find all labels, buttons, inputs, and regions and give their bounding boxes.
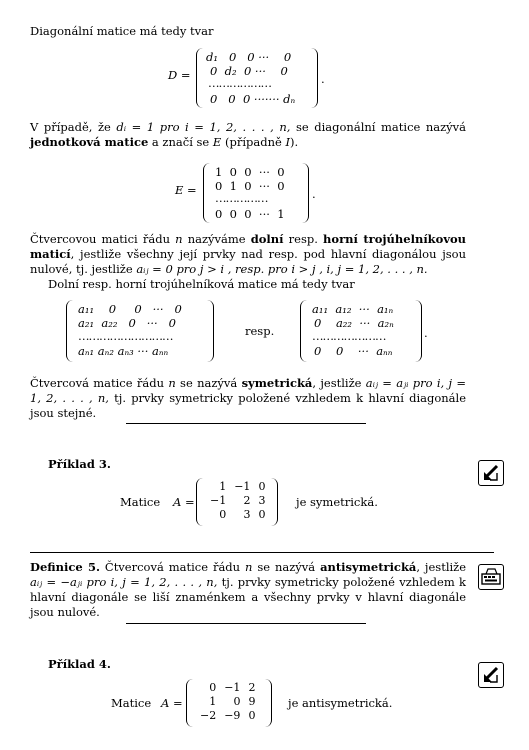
matrix-lower-r4: aₙ₁ aₙ₂ aₙ₃ ··· aₙₙ xyxy=(78,344,169,358)
definition-5-icon[interactable] xyxy=(478,564,504,590)
matrix-D xyxy=(196,48,318,108)
arrow-to-corner-icon xyxy=(479,663,503,687)
matrix-E xyxy=(203,163,309,223)
left-paren xyxy=(300,300,308,362)
left-paren xyxy=(196,48,204,108)
cell: 1 xyxy=(209,695,217,708)
right-paren xyxy=(206,300,214,362)
cell: −1 xyxy=(234,480,251,493)
matrix-lower-r3: ……………………… xyxy=(78,329,173,343)
right-paren xyxy=(270,478,278,526)
example-3-title: Příklad 3. xyxy=(48,457,111,471)
resp-label: resp. xyxy=(245,324,275,338)
example-4-pre: Matice xyxy=(111,696,152,710)
separator-2 xyxy=(30,552,494,553)
matrix-D-r1: d₁ 0 0 ··· 0 xyxy=(206,50,292,64)
matrix-lower-triangular xyxy=(66,300,214,362)
left-paren xyxy=(66,300,74,362)
example-4-post: je antisymetrická. xyxy=(288,696,393,710)
arrow-to-corner-icon xyxy=(479,461,503,485)
eq-E-lhs: E = xyxy=(175,183,197,197)
cell: 2 xyxy=(248,681,256,694)
matrix-upper-r2: 0 a₂₂ ··· a₂ₙ xyxy=(314,316,394,330)
separator-3 xyxy=(126,623,366,624)
matrix-example-3 xyxy=(196,478,278,526)
matrix-upper-r1: a₁₁ a₁₂ ··· a₁ₙ xyxy=(312,302,394,316)
cell: −1 xyxy=(224,681,241,694)
example-4-title: Příklad 4. xyxy=(48,657,111,671)
cell: −1 xyxy=(210,494,227,507)
example-3-post: je symetrická. xyxy=(296,495,378,509)
matrix-lower-r1: a₁₁ 0 0 ··· 0 xyxy=(78,302,182,316)
matrix-upper-r4: 0 0 ··· aₙₙ xyxy=(314,344,393,358)
cell: 0 xyxy=(248,709,256,722)
left-paren xyxy=(186,679,194,727)
example-4-A: A = xyxy=(161,696,183,710)
example-3-pre: Matice xyxy=(120,495,161,509)
definition-5: Definice 5. Čtvercová matice řádu n se nazývá antisymetrická, jestliže aᵢⱼ = −aⱼᵢ pro i, j = 1, 2, . . . , n, tj. prvky symetricky položené vzhledem k hlavní diagonále se liší znaménkem a všechny prvky v hlavní diagonále jsou nulové. xyxy=(30,560,467,619)
cell: 3 xyxy=(243,508,251,521)
separator-1 xyxy=(126,423,366,424)
matrix-upper-r3: ………………… xyxy=(312,329,386,343)
matrix-D-r3: ……………… xyxy=(208,76,271,90)
matrix-E-r4: 0 0 0 ··· 1 xyxy=(215,207,285,221)
p-triangular: Čtvercovou matici řádu n nazýváme dolní resp. horní trojúhelníkovou maticí, jestliže všechny její prvky nad resp. pod hlavní diagonálou jsou nulové, tj. jestliže aᵢⱼ = 0 pro j > i , resp. pro i > j , i, j = 1, 2, . . . , n. xyxy=(30,232,467,276)
cell: −9 xyxy=(224,709,241,722)
matrix-E-r2: 0 1 0 ··· 0 xyxy=(215,179,285,193)
matrix-D-r2: 0 d₂ 0 ··· 0 xyxy=(210,64,288,78)
cell: 0 xyxy=(258,480,266,493)
right-paren xyxy=(301,163,309,223)
cell: 9 xyxy=(248,695,256,708)
right-paren xyxy=(310,48,318,108)
cell: 3 xyxy=(258,494,266,507)
cell: −2 xyxy=(200,709,217,722)
matrix-E-r3: …………… xyxy=(215,191,268,205)
cell: 2 xyxy=(243,494,251,507)
matrix-upper-triangular xyxy=(300,300,422,362)
right-paren xyxy=(264,679,272,727)
matrix-example-4 xyxy=(186,679,272,727)
matrix-E-r1: 1 0 0 ··· 0 xyxy=(215,165,285,179)
example-3-A: A = xyxy=(173,495,195,509)
cell: 0 xyxy=(209,681,217,694)
keyboard-icon xyxy=(479,565,503,589)
right-paren xyxy=(414,300,422,362)
matrix-lower-r2: a₂₁ a₂₂ 0 ··· 0 xyxy=(78,316,176,330)
cell: 0 xyxy=(233,695,241,708)
p-unit-matrix: V případě, že dᵢ = 1 pro i = 1, 2, . . . , n, se diagonální matice nazývá jednotková matice a značí se E (případně I). xyxy=(30,120,467,149)
example-4-icon[interactable] xyxy=(478,662,504,688)
matrix-D-r4: 0 0 0 ······· dₙ xyxy=(210,92,296,106)
cell: 0 xyxy=(258,508,266,521)
cell: 1 xyxy=(219,480,227,493)
left-paren xyxy=(196,478,204,526)
cell: 0 xyxy=(219,508,227,521)
p-triangular-intro: Dolní resp. horní trojúhelníková matice má tedy tvar xyxy=(48,277,355,291)
example-3-icon[interactable] xyxy=(478,460,504,486)
p-intro-diagonal: Diagonální matice má tedy tvar xyxy=(30,24,214,38)
p-symmetric: Čtvercová matice řádu n se nazývá symetrická, jestliže aᵢⱼ = aⱼᵢ pro i, j = 1, 2, . . . , n, tj. prvky symetricky položené vzhledem k hlavní diagonále jsou stejné. xyxy=(30,376,467,420)
eq-D-lhs: D = xyxy=(168,68,191,82)
left-paren xyxy=(203,163,211,223)
